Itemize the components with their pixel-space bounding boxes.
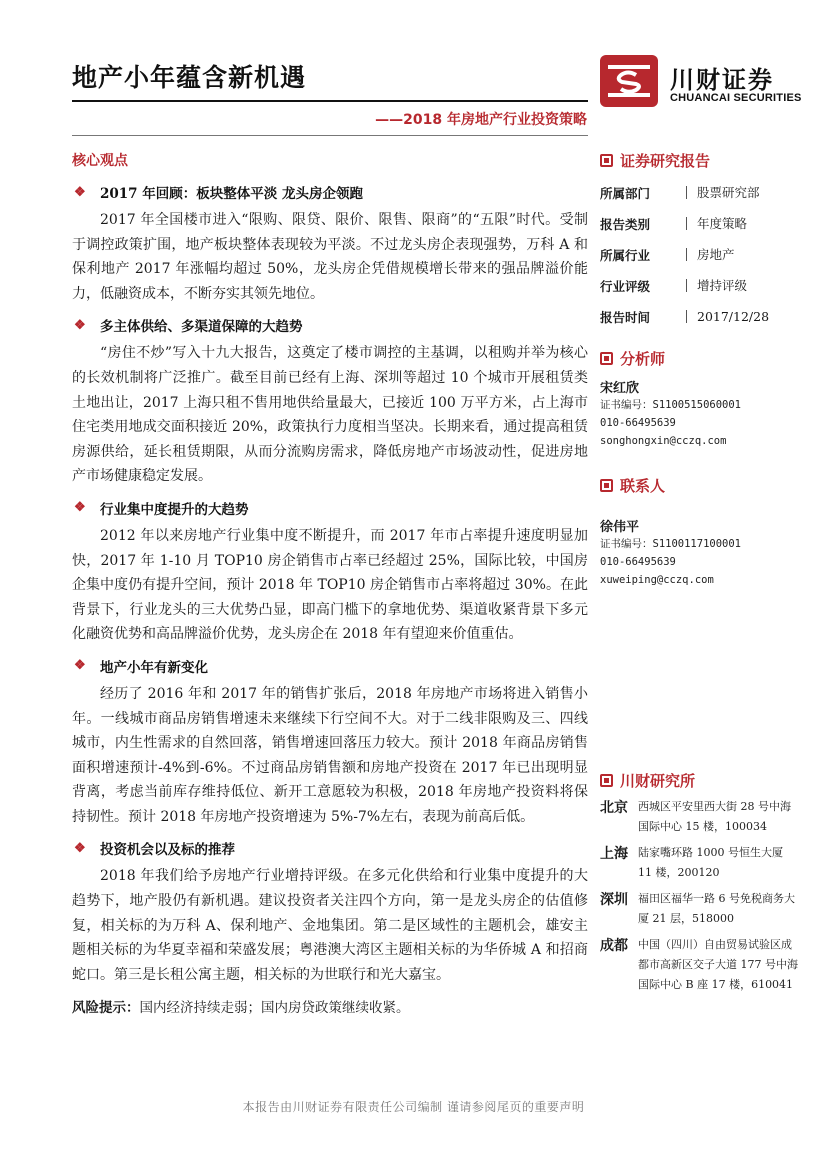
report-info-header-text: 证券研究报告 [620, 152, 711, 170]
diamond-bullet-icon: ❖ [74, 840, 86, 856]
section-square-icon [600, 479, 613, 492]
report-subtitle: ——2018 年房地产行业投资策略 [375, 112, 587, 128]
analyst-header-text: 分析师 [620, 350, 666, 368]
analyst-phone: 010-66495639 [600, 417, 676, 429]
info-key: 所属行业 [600, 247, 651, 263]
section-square-icon [600, 774, 613, 787]
subtitle-rule [72, 135, 588, 136]
section-heading [72, 498, 588, 518]
diamond-bullet-icon: ❖ [74, 317, 86, 333]
analyst-cert: 证书编号：S1100515060001 [600, 399, 742, 411]
section-heading-text: 投资机会以及标的推荐 [100, 842, 235, 859]
contact-email[interactable]: xuweiping@cczq.com [600, 574, 714, 586]
page-footer: 本报告由川财证券有限责任公司编制 谨请参阅尾页的重要声明 [242, 1100, 585, 1114]
diamond-bullet-icon: ❖ [74, 500, 86, 516]
office-item [600, 797, 800, 837]
info-key: 报告时间 [600, 309, 651, 325]
section-body: 经历了 2016 年和 2017 年的销售扩张后，2018 年房地产市场将进入销售小年。一线城市商品房销售增速未来继续下行空间不大。对于二线非限购及三、四线城市，内生性需求的自然回落，销售增速回落压力较大。预计 2018 年商品房销售面积增速预计-4%到-6%。不过商品房销售额和房地产投资在 2017 年已出现明显背离，考虑当前库存维持低位、新开工意愿较为积极，2018 年房地产投资料将保持韧性。预计 2018 年房地产投资增速为 5%-7%左右，表现为前高后低。 [72, 685, 588, 825]
section-body: 2012 年以来房地产行业集中度不断提升，而 2017 年市占率提升速度明显加快，2017 年 1-10 月 TOP10 房企销售市占率已经超过 25%，国际比较，中国房企集中度仍有提升空间，预计 2018 年 TOP10 房企销售市占率将超过 30%。在此背景下，行业龙头的三大优势凸显，即高门槛下的拿地优势、渠道收紧背景下多元化融资优势和高品牌溢价优势，龙头房企在 2018 年有望迎来价值重估。 [72, 527, 588, 643]
section-heading [72, 838, 588, 858]
section-heading-text: 地产小年有新变化 [100, 659, 208, 676]
analyst-name: 宋红欣 [600, 381, 640, 396]
info-key: 报告类别 [600, 216, 651, 232]
section [72, 182, 588, 306]
section-body: “房住不炒”写入十九大报告，这奠定了楼市调控的主基调，以租购并举为核心的长效机制将广泛推广。截至目前已经有上海、深圳等超过 10 个城市开展租赁类土地出让，2017 上海只租不售用地供给量最大，已接近 100 万平方米，占上海市住宅类用地成交面积接近 20%，政策执行力度相当坚决。长期来看，通过提高租赁房源供给，延长租赁期限，从而分流购房需求，降低房地产市场波动性，促进房地产市场健康稳定发展。 [72, 345, 588, 485]
info-row [600, 208, 800, 239]
diamond-bullet-icon: ❖ [74, 184, 86, 200]
risk-text: 国内经济持续走弱；国内房贷政策继续收紧。 [139, 1000, 410, 1017]
risk-label: 风险提示： [72, 1000, 140, 1017]
contact-panel [600, 475, 800, 589]
office-item [600, 889, 800, 929]
title-rule [72, 100, 588, 102]
office-address: 福田区福华一路 6 号免税商务大厦 21 层，518000 [638, 892, 795, 925]
contact-cert: 证书编号：S1100117100001 [600, 538, 742, 550]
info-key: 行业评级 [600, 278, 651, 294]
section-heading-text: 多主体供给、多渠道保障的大趋势 [100, 319, 303, 336]
risk-note [72, 996, 588, 1020]
report-info-list [600, 177, 800, 332]
office-city: 深圳 [600, 892, 628, 908]
logo-name: 川财证券 [670, 66, 774, 94]
section-heading-text: 行业集中度提升的大趋势 [100, 501, 249, 518]
section-square-icon [600, 352, 613, 365]
report-info-panel [600, 150, 800, 332]
office-city: 上海 [600, 846, 628, 862]
contact-name: 徐伟平 [600, 520, 640, 535]
office-address: 西城区平安里西大街 28 号中海国际中心 15 楼，100034 [638, 800, 791, 833]
main-content [72, 150, 588, 1020]
section-square-icon [600, 154, 613, 167]
report-title: 地产小年蕴含新机遇 [72, 63, 307, 92]
section-heading-text: 2017 年回顾：板块整体平淡 龙头房企领跑 [100, 186, 363, 202]
office-address: 中国（四川）自由贸易试验区成都市高新区交子大道 177 号中海国际中心 B 座 17 楼，610041 [638, 938, 798, 991]
analyst-email[interactable]: songhongxin@cczq.com [600, 435, 727, 447]
analyst-header [600, 348, 800, 369]
analyst-panel [600, 348, 800, 450]
logo-name-en: CHUANCAI SECURITIES [670, 92, 802, 104]
info-value: 2017/12/28 [686, 310, 769, 323]
office-city: 成都 [600, 938, 628, 954]
section-body: 2017 年全国楼市进入“限购、限贷、限价、限售、限商”的“五限”时代。受制于调控政策扩围，地产板块整体表现较为平淡。不过龙头房企表现强势，万科 A 和保利地产 2017 年涨幅均超过 50%，龙头房企凭借规模增长带来的强品牌溢价能力，低融资成本，不断夯实其领先地位。 [72, 212, 588, 302]
section-heading [72, 315, 588, 335]
institute-panel [600, 770, 800, 1001]
contact-header [600, 475, 800, 496]
core-view-label: 核心观点 [72, 153, 128, 169]
institute-header-text: 川财研究所 [620, 772, 696, 790]
info-key: 所属部门 [600, 185, 651, 201]
info-row [600, 301, 800, 332]
info-value: 增持评级 [686, 279, 747, 292]
info-value: 房地产 [686, 248, 735, 261]
contact-phone: 010-66495639 [600, 556, 676, 568]
office-item [600, 935, 800, 995]
contact-header-text: 联系人 [620, 477, 666, 495]
institute-header [600, 770, 800, 791]
section [72, 315, 588, 489]
diamond-bullet-icon: ❖ [74, 658, 86, 674]
office-address: 陆家嘴环路 1000 号恒生大厦 11 楼，200120 [638, 846, 783, 879]
section-heading [72, 182, 588, 202]
info-value: 年度策略 [686, 217, 747, 230]
section-heading [72, 656, 588, 676]
info-row [600, 239, 800, 270]
section [72, 656, 588, 830]
info-row [600, 177, 800, 208]
section [72, 498, 588, 647]
info-row [600, 270, 800, 301]
report-info-header [600, 150, 800, 171]
office-item [600, 843, 800, 883]
section [72, 838, 588, 987]
section-body: 2018 年我们给予房地产行业增持评级。在多元化供给和行业集中度提升的大趋势下，地产股仍有新机遇。建议投资者关注四个方向，第一是龙头房企的估值修复，相关标的为万科 A、保利地产、金地集团。第二是区域性的主题机会，雄安主题相关标的为华夏幸福和荣盛发展；粤港澳大湾区主题相关标的为华侨城 A 和招商蛇口。第三是长租公寓主题，相关标的为世联行和光大嘉宝。 [72, 868, 588, 983]
office-list [600, 797, 800, 995]
office-city: 北京 [600, 800, 628, 816]
info-value: 股票研究部 [686, 186, 760, 199]
chuancai-logo-icon [600, 55, 658, 107]
